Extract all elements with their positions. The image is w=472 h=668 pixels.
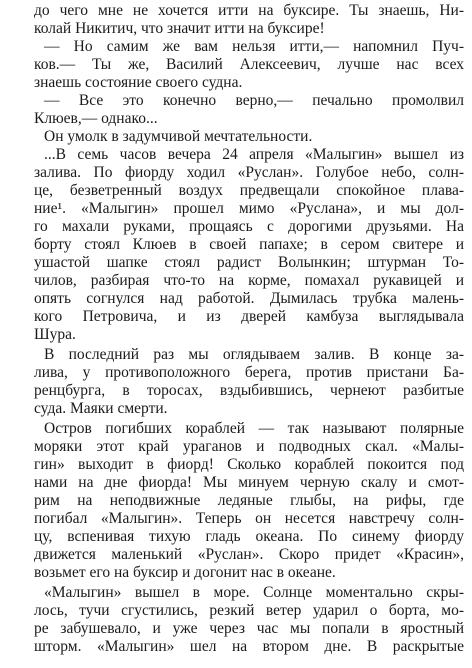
text-line: чилов, разбирая что-то на корме, помахал рукавицей и <box>34 272 464 289</box>
text-line: ре забушевало, и уже через час мы попали в яростный <box>34 620 464 637</box>
text-line: колай Никитич, что значит итти на буксире! <box>34 20 325 37</box>
text-line: це, безветренный воздух предвещали спокойное плава- <box>34 182 464 199</box>
text-line: залива. По фиорду ходил «Руслан». Голубое небо, солн- <box>34 164 464 181</box>
text-line: рим на неподвижные ледяные глыбы, на рифы, где <box>34 492 464 509</box>
text-line: цу, вспенивая тихую гладь океана. По синему фиорду <box>34 528 464 545</box>
text-line: Он умолк в задумчивой мечтательности. <box>44 128 313 145</box>
text-line: лось, тучи сгустились, резкий ветер ударил о борта, мо- <box>34 602 464 619</box>
text-line: «Малыгин» вышел в море. Солнце моментально скры- <box>44 584 464 601</box>
text-line: опять согнулся над работой. Дымилась трубка малень- <box>34 290 464 307</box>
text-line: ушастой шапке стоял радист Волынкин; штурман То- <box>34 254 464 271</box>
text-line: шторм. «Малыгин» шел на втором дне. В раскрытые <box>34 638 464 655</box>
text-line: го махали руками, прощаясь с дорогими друзьями. На <box>34 218 464 235</box>
text-line: борту стоял Клюев в своей папахе; в сером свитере и <box>34 236 464 253</box>
text-line: суда. Маяки смерти. <box>34 400 168 417</box>
text-line: моряки этот край ураганов и подводных скал. «Малы- <box>34 438 464 455</box>
text-line: — Но самим же вам нельзя итти,— напомнил Пуч- <box>44 38 464 55</box>
text-line: возьмет его на буксир и догонит нас в океане. <box>34 564 336 581</box>
text-line: до чего мне не хочется итти на буксире. Ты знаешь, Ни- <box>34 2 464 19</box>
text-line: ренцбурга, в торосах, вздыбившись, чернеют разбитые <box>34 382 464 399</box>
text-line: ков.— Ты же, Василий Алексеевич, лучше нас всех <box>34 56 464 73</box>
text-line: ние¹. «Малыгин» прошел мимо «Руслана», и мы дол- <box>34 200 464 217</box>
text-line: погибал «Малыгин». Теперь он несется навстречу солн- <box>34 510 464 527</box>
text-line: знаешь состояние своего судна. <box>34 74 243 91</box>
text-line: Клюев,— однако... <box>34 110 158 127</box>
text-line: В последний раз мы оглядываем залив. В конце за- <box>44 346 464 363</box>
text-line: Остров погибших кораблей — так называют полярные <box>44 420 464 437</box>
text-line: кого Петровича, и из дверей камбуза выглядывала <box>34 308 464 325</box>
text-line: — Все это конечно верно,— печально промолвил <box>44 92 464 109</box>
text-line: ...В семь часов вечера 24 апреля «Малыгин» вышел из <box>44 146 464 163</box>
text-line: Шура. <box>34 326 76 343</box>
text-line: движется маленький «Руслан». Скоро придет «Красин», <box>34 546 464 563</box>
text-line: нами на дне фиорда! Мы минуем черную скалу и смот- <box>34 474 464 491</box>
text-line: лива, у противоположного берега, против пристани Ба- <box>34 364 464 381</box>
text-line: гин» выходит в фиорд! Сколько кораблей покоится под <box>34 456 464 473</box>
